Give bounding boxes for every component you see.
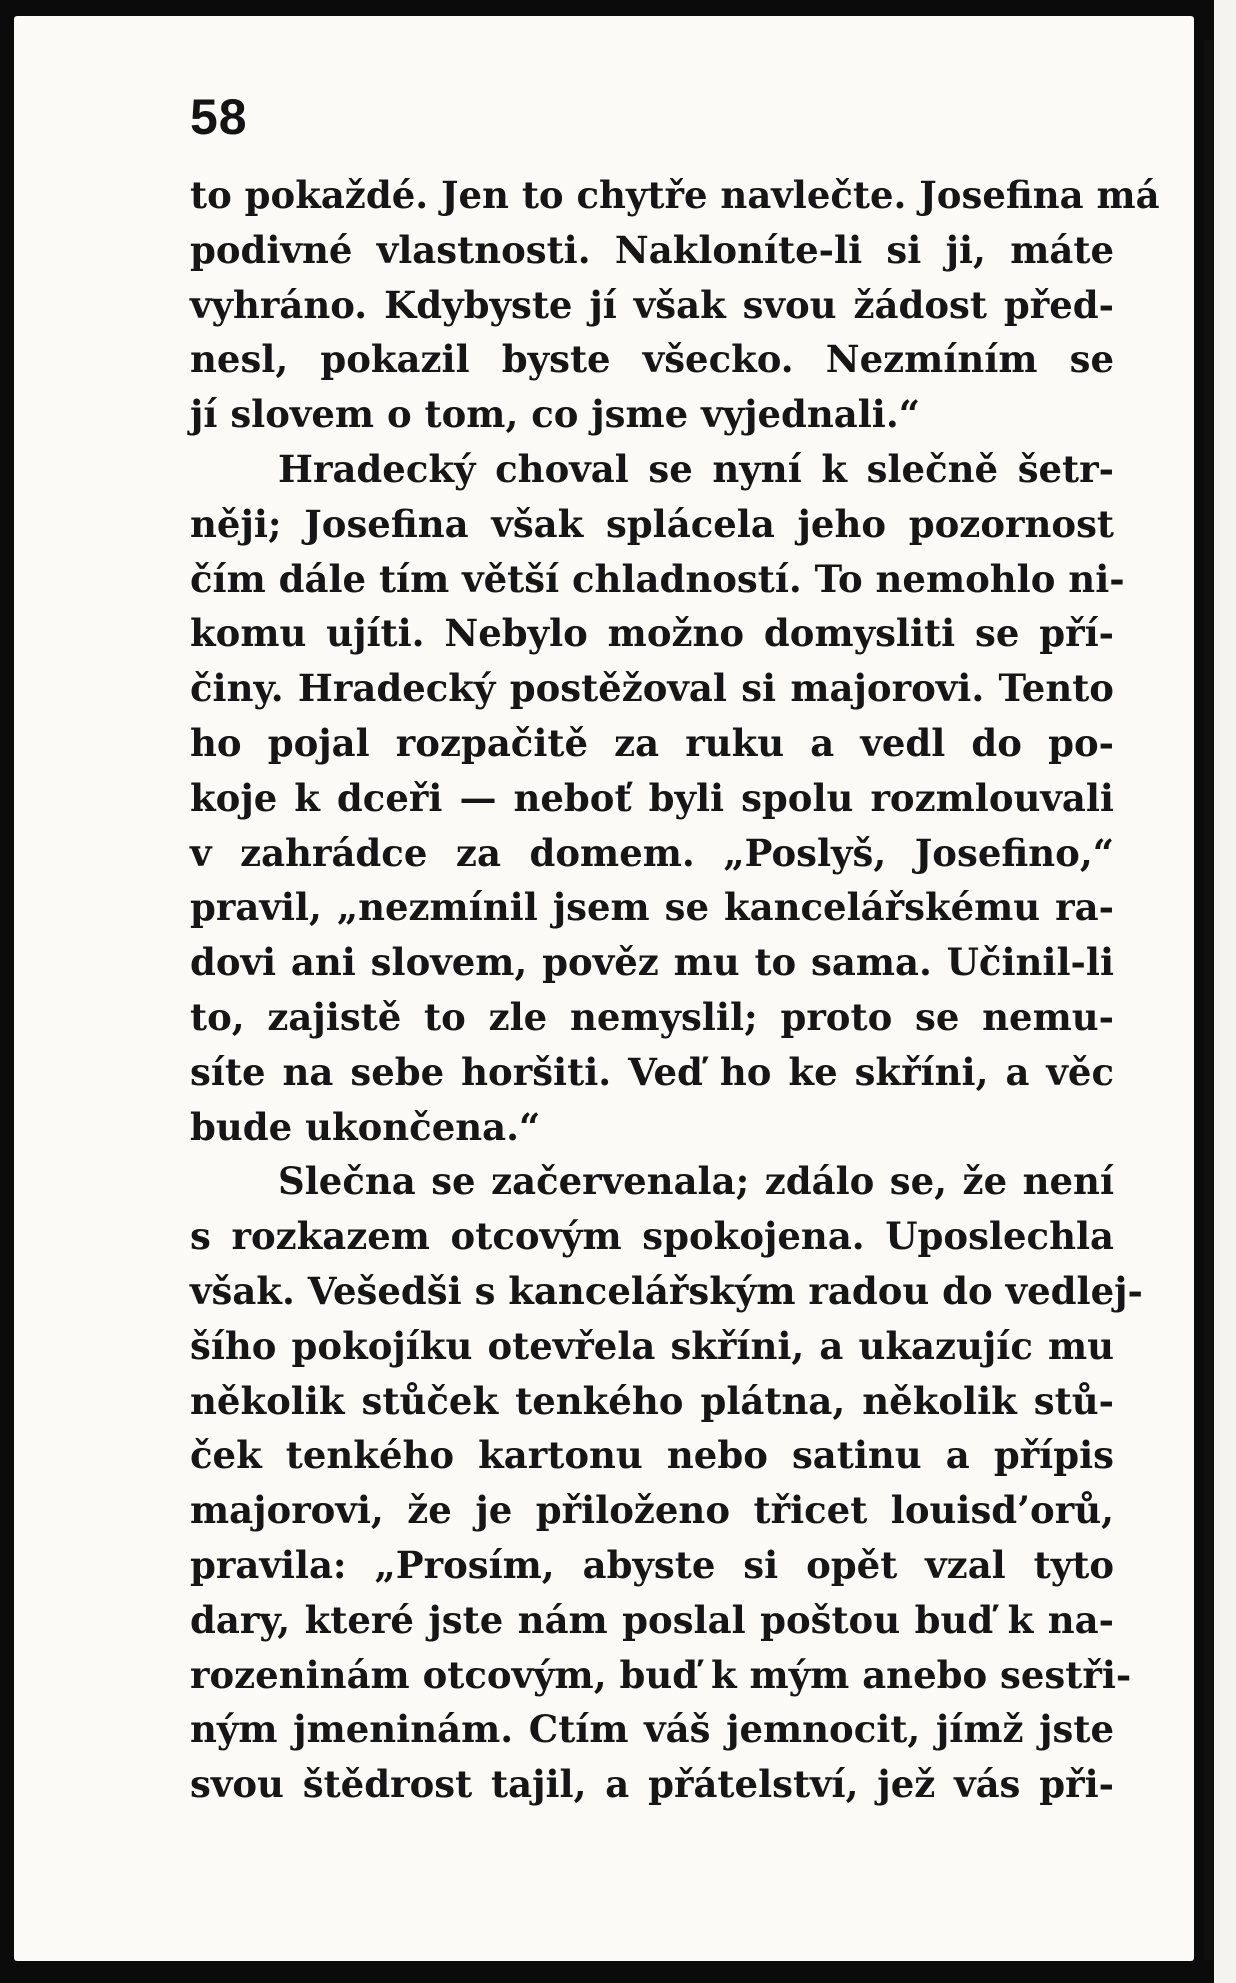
text-line: bude ukončena.“ [190,1104,541,1149]
text-line: dary, které jste nám poslal poštou buď k na- [190,1597,1114,1642]
page-number: 58 [190,89,248,145]
text-line: Hradecký choval se nyní k slečně šetr- [278,446,1114,491]
text-line: koje k dceři — neboť byli spolu rozmlouvali [190,775,1114,820]
text-line: jí slovem o tom, co jsme vyjednali.“ [190,392,921,437]
text-line: ho pojal rozpačitě za ruku a vedl do po- [190,720,1114,765]
page-gutter-shadow [1204,40,1214,1960]
text-line: s rozkazem otcovým spokojena. Uposlechla [190,1214,1114,1259]
text-line: pravil, „nezmínil jsem se kancelářskému ra- [190,885,1114,930]
text-line: ček tenkého kartonu nebo satinu a přípis [190,1433,1114,1478]
text-line: nesl, pokazil byste všecko. Nezmíním se [190,337,1114,382]
text-line: v zahrádce za domem. „Poslyš, Josefino,“ [190,830,1114,875]
text-line: svou štědrost tajil, a přátelství, jež vás při- [190,1762,1114,1807]
text-line: šího pokojíku otevřela skříni, a ukazujíc mu [190,1323,1114,1368]
text-line: síte na sebe horšiti. Veď ho ke skříni, a věc [190,1049,1114,1094]
text-line: ným jmeninám. Ctím váš jemnocit, jímž jste [190,1707,1114,1752]
adjacent-page-edge [1214,0,1236,1983]
text-line: majorovi, že je přiloženo třicet louisd’orů, [190,1488,1114,1533]
text-line: vyhráno. Kdybyste jí však svou žádost před- [190,282,1114,327]
text-line: to, zajistě to zle nemyslil; proto se nemu- [190,994,1114,1039]
text-line: něji; Josefina však splácela jeho pozornost [190,501,1114,546]
text-line: dovi ani slovem, pověz mu to sama. Učinil-li [190,940,1114,985]
text-line: Slečna se začervenala; zdálo se, že není [278,1159,1114,1204]
text-line: komu ujíti. Nebylo možno domysliti se pří- [190,611,1114,656]
text-line: několik stůček tenkého plátna, několik stů- [190,1378,1114,1423]
text-line: však. Vešedši s kancelářským radou do vedlej- [190,1268,1143,1313]
text-line: rozeninám otcovým, buď k mým anebo sestři- [190,1652,1132,1697]
text-line: podivné vlastnosti. Nakloníte-li si ji, máte [190,227,1114,272]
text-line: to pokaždé. Jen to chytře navlečte. Josefina má [190,173,1160,217]
text-line: čím dále tím větší chladností. To nemohlo ni- [190,556,1125,601]
body-text [190,168,1160,1812]
text-line: pravila: „Prosím, abyste si opět vzal tyto [190,1542,1114,1587]
text-line: činy. Hradecký postěžoval si majorovi. Tento [190,666,1114,711]
